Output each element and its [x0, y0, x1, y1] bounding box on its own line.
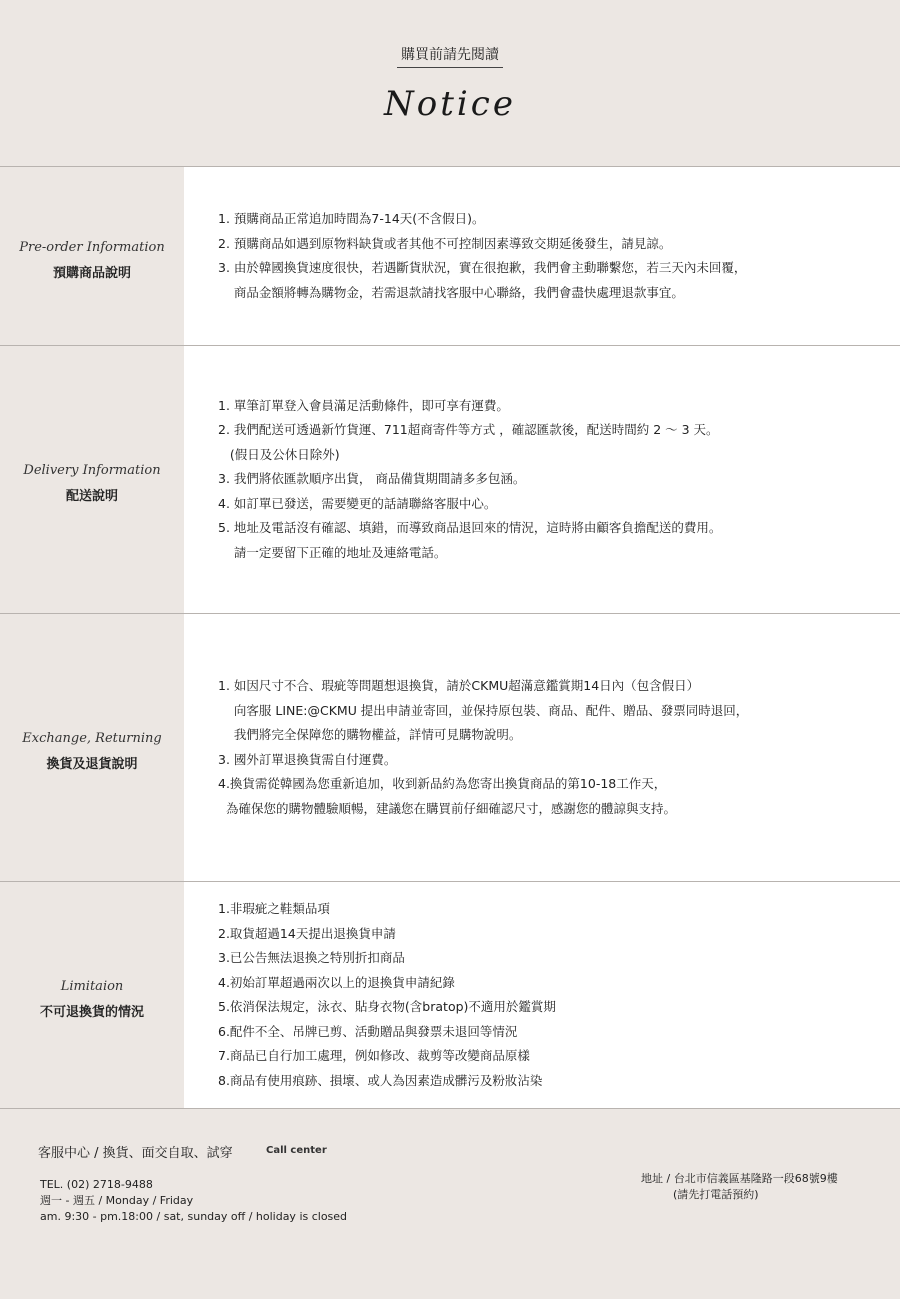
text-line: 請一定要留下正確的地址及連絡電話。 — [218, 544, 447, 560]
section-delivery — [0, 345, 900, 613]
section-label-zh: 配送說明 — [65, 489, 118, 504]
text-line: 商品金額將轉為購物金，若需退款請找客服中心聯絡，我們會盡快處理退款事宜。 — [218, 284, 684, 300]
text-line: 向客服 LINE:@CKMU 提出申請並寄回，並保持原包裝、商品、配件、贈品、發票同時退回， — [218, 702, 749, 718]
business-hours: am. 9:30 - pm.18:00 / sat, sunday off / holiday is closed — [40, 1210, 348, 1223]
text-line: 4.初始訂單超過兩次以上的退換貨申請紀錄 — [218, 974, 455, 990]
text-line: 5.依消保法規定，泳衣、貼身衣物(含bratop)不適用於鑑賞期 — [218, 999, 556, 1014]
text-line: 3.已公告無法退換之特別折扣商品 — [218, 950, 405, 965]
call-center-label: Call center — [266, 1145, 327, 1156]
text-line: 4.換貨需從韓國為您重新追加，收到新品約為您寄出換貨商品的第10-18工作天， — [218, 776, 667, 791]
text-line: 3. 由於韓國換貨速度很快，若遇斷貨狀況，實在很抱歉，我們會主動聯繫您，若三天內未回覆， — [218, 260, 747, 275]
contact-info — [40, 1177, 347, 1225]
section-preorder — [0, 166, 900, 345]
text-line: 為確保您的購物體驗順暢，建議您在購買前仔細確認尺寸，感謝您的體諒與支持。 — [218, 800, 676, 816]
page-header — [0, 0, 900, 166]
text-line: 4. 如訂單已發送，需要變更的話請聯絡客服中心。 — [218, 495, 497, 511]
section-content — [184, 882, 900, 1108]
section-label-zh: 不可退換貨的情況 — [39, 1004, 144, 1020]
call-center-title: 客服中心 / 換貨、面交自取、試穿 — [38, 1146, 233, 1161]
text-line: 我們將完全保障您的購物權益，詳情可見購物說明。 — [218, 727, 522, 742]
phone-number: TEL. (02) 2718-9488 — [40, 1178, 153, 1191]
section-label-en: Exchange, Returning — [22, 731, 162, 746]
text-line: 1. 單筆訂單登入會員滿足活動條件，即可享有運費。 — [218, 397, 509, 413]
section-label-zh: 換貨及退貨說明 — [46, 757, 138, 772]
section-content — [184, 614, 900, 881]
footer — [0, 1108, 900, 1299]
text-line: 2. 預購商品如遇到原物料缺貨或者其他不可控制因素導致交期延後發生，請見諒。 — [218, 235, 672, 251]
page-title: Notice — [384, 84, 516, 124]
section-exchange — [0, 613, 900, 881]
section-label-en: Limitaion — [60, 978, 124, 994]
business-days: 週一 - 週五 / Monday / Friday — [40, 1194, 194, 1207]
text-line: 3. 國外訂單退換貨需自付運費。 — [218, 751, 397, 767]
text-line: 5. 地址及電話沒有確認、填錯，而導致商品退回來的情況，這時將由顧客負擔配送的費用。 — [218, 520, 722, 536]
pre-title: 購買前請先閱讀 — [397, 44, 503, 68]
section-label-en: Pre-order Information — [19, 239, 165, 255]
address-block — [641, 1171, 838, 1203]
text-line: 8.商品有使用痕跡、損壞、或人為因素造成髒污及粉妝沾染 — [218, 1072, 543, 1088]
text-line: 1.非瑕疵之鞋類品項 — [218, 901, 330, 916]
section-label — [0, 346, 184, 613]
text-line: 7.商品已自行加工處理，例如修改、裁剪等改變商品原樣 — [218, 1048, 530, 1063]
text-line: (假日及公休日除外) — [218, 446, 340, 462]
section-content — [184, 167, 900, 345]
section-label — [0, 614, 184, 881]
section-label-en: Delivery Information — [23, 463, 161, 478]
text-line: 1. 如因尺寸不合、瑕疵等問題想退換貨，請於CKMU超滿意鑑賞期14日內（包含假日） — [218, 678, 700, 693]
section-limitation — [0, 881, 900, 1108]
address: 地址 / 台北市信義區基隆路一段68號9樓 — [641, 1172, 838, 1185]
text-line: 3. 我們將依匯款順序出貨， 商品備貨期間請多多包涵。 — [218, 471, 526, 487]
text-line: 2. 我們配送可透過新竹貨運、711超商寄件等方式 ，確認匯款後，配送時間約 2 ～ 3 天。 — [218, 422, 719, 438]
address-note: (請先打電話預約) — [673, 1188, 759, 1201]
section-label-zh: 預購商品說明 — [52, 265, 131, 281]
section-content — [184, 346, 900, 613]
text-line: 6.配件不全、吊牌已剪、活動贈品與發票未退回等情況 — [218, 1023, 518, 1039]
section-label — [0, 882, 184, 1108]
section-label — [0, 167, 184, 345]
text-line: 2.取貨超過14天提出退換貨申請 — [218, 925, 396, 941]
text-line: 1. 預購商品正常追加時間為7-14天(不含假日)。 — [218, 211, 485, 226]
